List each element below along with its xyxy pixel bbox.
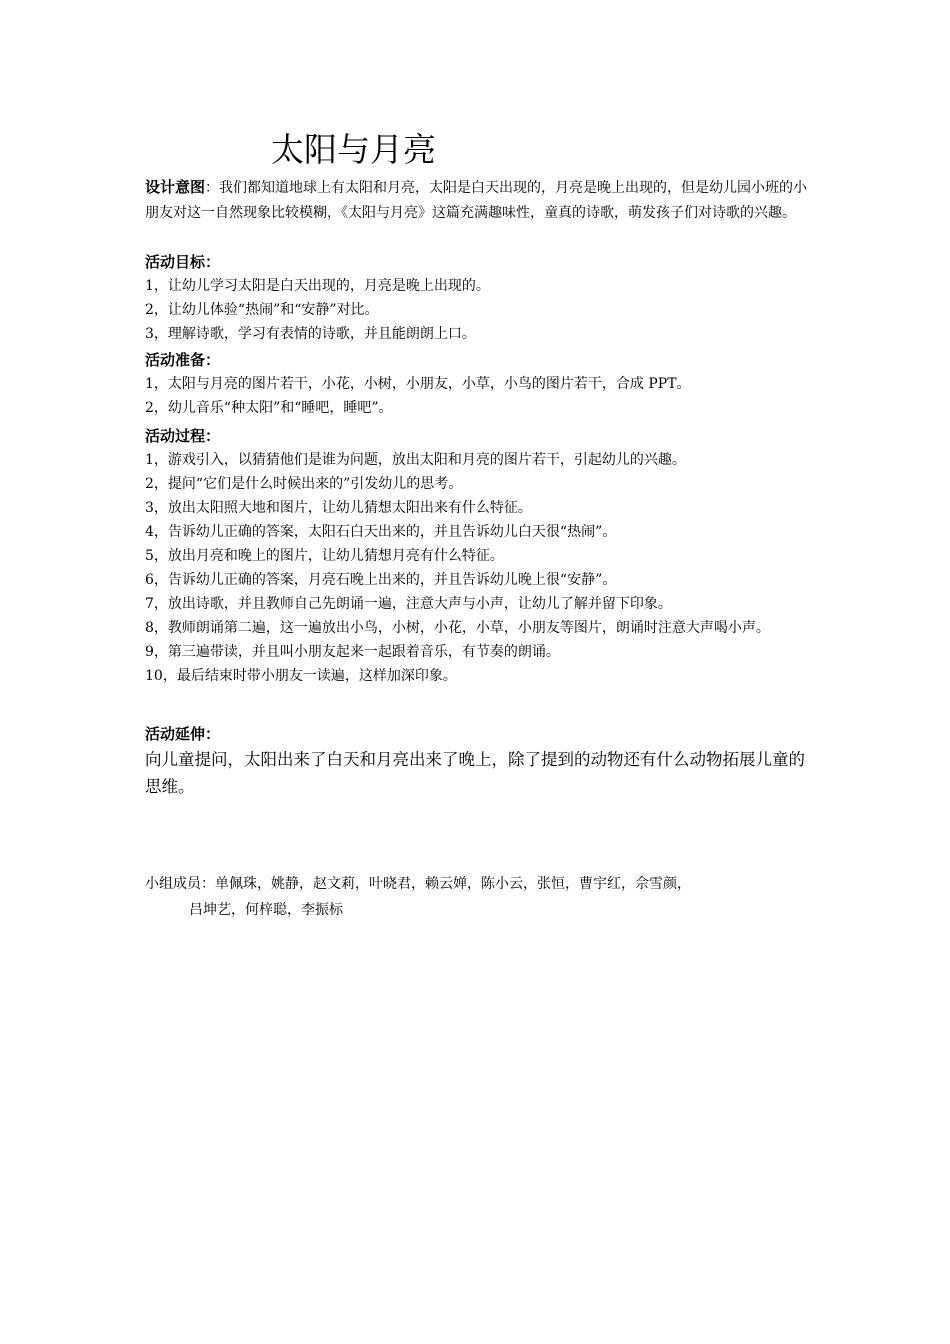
group-members (145, 871, 817, 923)
process-heading: 活动过程： (145, 427, 221, 445)
document-title: 太阳与月亮 (271, 130, 436, 169)
process-item: 6，告诉幼儿正确的答案，月亮石晚上出来的，并且告诉幼儿晚上很“安静”。 (145, 572, 617, 588)
extension-text: 向儿童提问，太阳出来了白天和月亮出来了晚上，除了提到的动物还有什么动物拓展儿童的思维。 (145, 750, 805, 796)
members-line-1: 小组成员：单佩珠，姚静，赵文莉，叶晓君，赖云婵，陈小云，张恒，曹宇红，佘雪颜， (145, 876, 691, 892)
extension-heading: 活动延伸： (145, 725, 221, 743)
goal-item: 1，让幼儿学习太阳是白天出现的，月亮是晚上出现的。 (145, 278, 490, 294)
process-item: 8，教师朗诵第二遍，这一遍放出小鸟，小树，小花，小草，小朋友等图片，朗诵时注意大声喝小声。 (145, 620, 770, 636)
members-line-2: 吕坤艺，何梓聪，李振标 (189, 902, 343, 918)
design-intent-paragraph (145, 175, 817, 225)
goal-item: 3，理解诗歌，学习有表情的诗歌，并且能朗朗上口。 (145, 326, 476, 342)
prep-item: 2，幼儿音乐“种太阳”和“睡吧，睡吧”。 (145, 400, 393, 416)
process-item: 7，放出诗歌，并且教师自己先朗诵一遍，注意大声与小声，让幼儿了解并留下印象。 (145, 596, 672, 612)
design-intent-label: 设计意图 (145, 178, 206, 196)
prep-section (145, 348, 817, 420)
goal-item: 2，让幼儿体验“热闹”和“安静”对比。 (145, 302, 379, 318)
prep-item: 1，太阳与月亮的图片若干，小花，小树，小朋友，小草，小鸟的图片若干，合成 PPT。 (145, 376, 691, 392)
process-item: 2，提问“它们是什么时候出来的”引发幼儿的思考。 (145, 476, 463, 492)
design-intent-text: ：我们都知道地球上有太阳和月亮，太阳是白天出现的，月亮是晚上出现的，但是幼儿园小班的小朋友对这一自然现象比较模糊，《太阳与月亮》这篇充满趣味性，童真的诗歌，萌发孩子们对诗歌的兴趣。 (145, 180, 808, 221)
process-section (145, 424, 817, 688)
goals-heading: 活动目标： (145, 253, 221, 271)
process-item: 3，放出太阳照大地和图片，让幼儿猜想太阳出来有什么特征。 (145, 500, 532, 516)
extension-section (145, 722, 817, 800)
process-item: 1，游戏引入，以猜猜他们是谁为问题，放出太阳和月亮的图片若干，引起幼儿的兴趣。 (145, 452, 686, 468)
process-item: 5，放出月亮和晚上的图片，让幼儿猜想月亮有什么特征。 (145, 548, 504, 564)
process-item: 4，告诉幼儿正确的答案，太阳石白天出来的，并且告诉幼儿白天很“热闹”。 (145, 524, 617, 540)
process-item: 10，最后结束时带小朋友一读遍，这样加深印象。 (145, 668, 457, 684)
prep-heading: 活动准备： (145, 351, 221, 369)
goals-section (145, 250, 817, 346)
process-item: 9，第三遍带读，并且叫小朋友起来一起跟着音乐，有节奏的朗诵。 (145, 644, 560, 660)
